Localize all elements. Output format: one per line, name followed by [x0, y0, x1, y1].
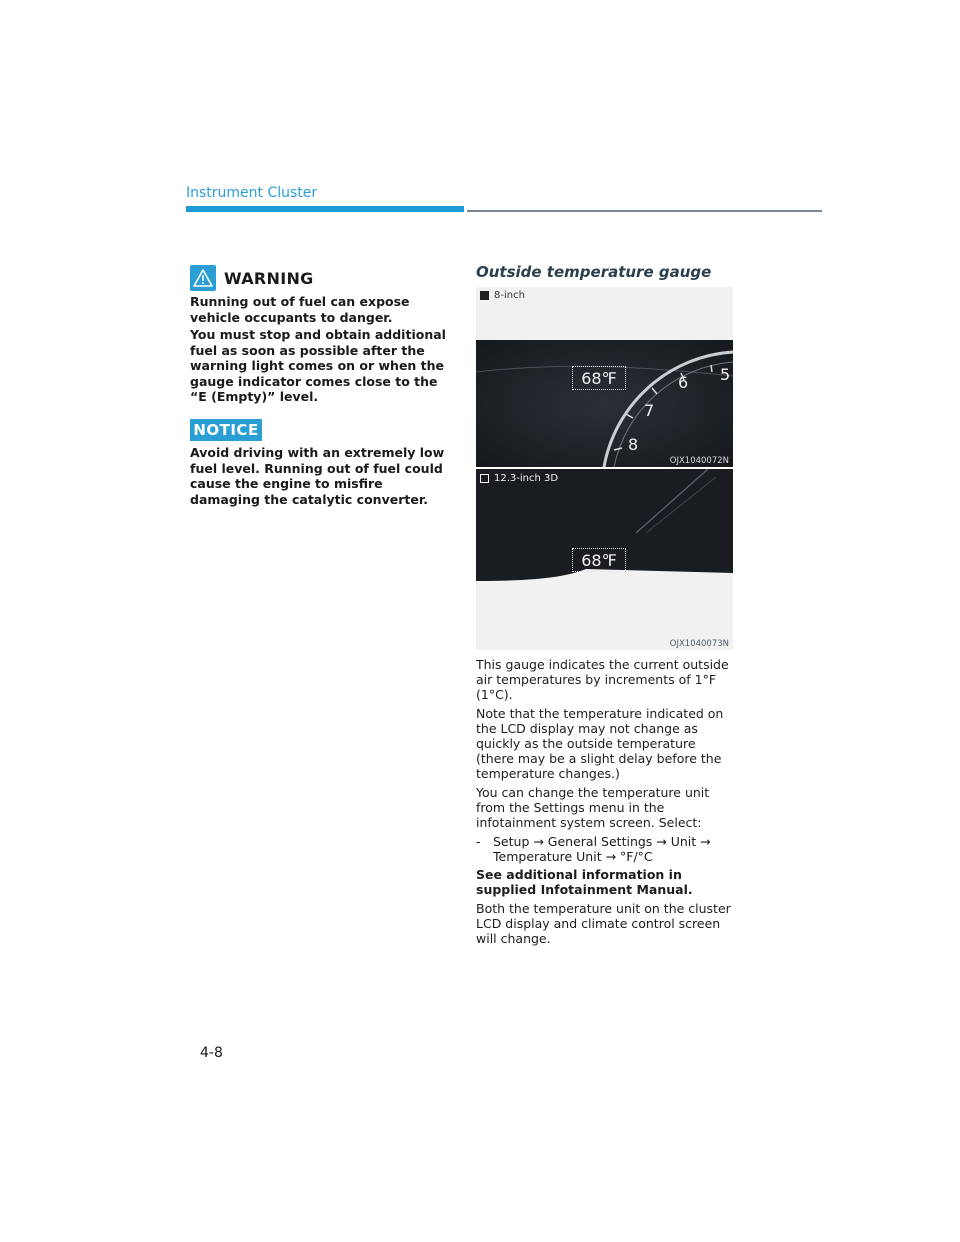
cluster-display [476, 469, 733, 587]
gauge-paragraph-5: Both the temperature unit on the cluster LCD display and climate control screen will change. [476, 901, 731, 946]
filled-square-icon [480, 291, 489, 300]
gauge-paragraph-3: You can change the temperature unit from the Settings menu in the infotainment system screen. Select: [476, 785, 710, 830]
gauge-paragraph-1: This gauge indicates the current outside air temperatures by increments of 1°F (1°C). [476, 657, 729, 702]
list-dash: - [476, 834, 481, 849]
outside-temperature-readout: 68℉ [572, 548, 626, 572]
warning-paragraph-2: You must stop and obtain additional fuel as soon as possible after the warning light comes on or when the gauge indicator comes close to the “E (Empty)” level. [190, 327, 446, 404]
image-code: OJX1040073N [669, 639, 729, 649]
page-number: 4-8 [200, 1045, 223, 1061]
warning-triangle-icon [190, 265, 216, 291]
dial-number: 6 [678, 373, 689, 392]
gauge-section-title: Outside temperature gauge [476, 263, 712, 281]
header-rule-accent [186, 206, 464, 212]
outlined-square-icon [480, 474, 489, 483]
dial-number: 8 [628, 435, 639, 454]
image-code: OJX1040072N [669, 456, 729, 466]
gauge-image-8-inch [476, 287, 733, 467]
dial-number: 7 [644, 401, 655, 420]
outside-temperature-readout: 68℉ [572, 366, 626, 390]
section-title: Instrument Cluster [186, 185, 318, 201]
gauge-image-12-inch-3d [476, 469, 733, 650]
speedometer-dial-graphic [476, 340, 733, 467]
notice-paragraph: Avoid driving with an extremely low fuel level. Running out of fuel could cause the engine to misfire damaging the catalytic converter. [190, 445, 445, 507]
image-label-text: 12.3-inch 3D [494, 473, 559, 484]
warning-heading [190, 265, 314, 291]
cluster-display [476, 340, 733, 467]
notice-badge: NOTICE [190, 419, 262, 441]
dial-number: 5 [720, 365, 731, 384]
image-label-8-inch [480, 290, 525, 301]
gauge-paragraph-4: See additional information in supplied Infotainment Manual. [476, 867, 693, 897]
image-label-12-inch [480, 473, 558, 484]
header-rule [467, 210, 822, 212]
image-label-text: 8-inch [494, 290, 525, 301]
gauge-paragraph-2: Note that the temperature indicated on the LCD display may not change as quickly as the outside temperature (there may be a slight delay before the temperature changes.) [476, 706, 724, 781]
warning-title: WARNING [224, 268, 314, 288]
settings-path-text: Setup → General Settings → Unit → Temperature Unit → °F/°C [493, 834, 711, 864]
settings-path-list-item [476, 834, 734, 864]
warning-paragraph-1: Running out of fuel can expose vehicle occupants to danger. [190, 294, 410, 325]
